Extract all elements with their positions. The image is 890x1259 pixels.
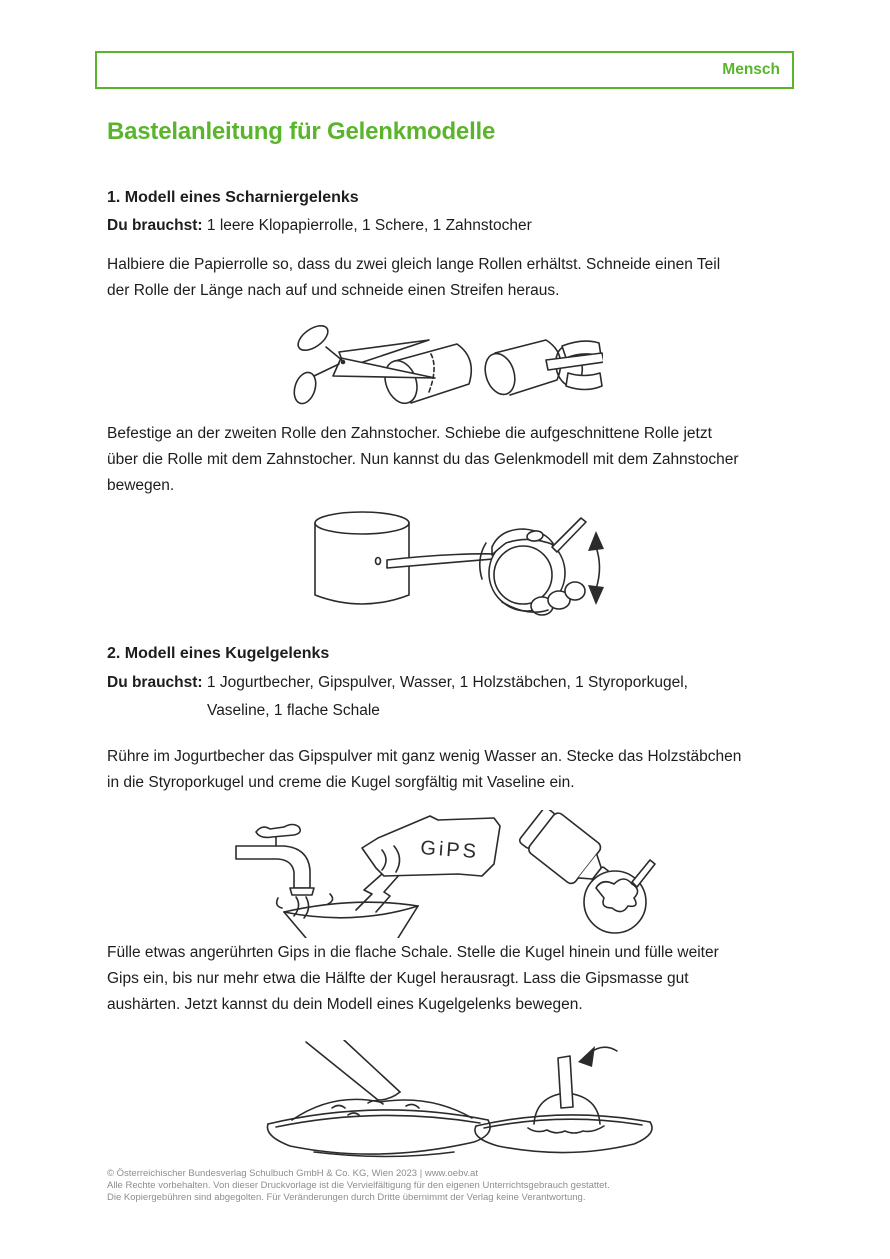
double-arrow-icon: [588, 531, 604, 605]
roll-with-toothpick-icon: [315, 512, 517, 604]
ball-joint-in-bowl-icon: [475, 1056, 652, 1153]
section1-paragraph2: [107, 421, 739, 499]
materials-label: Du brauchst:: [107, 217, 203, 234]
page-title: Bastelanleitung für Gelenkmodelle: [107, 118, 496, 145]
paragraph-line: der Rolle der Länge nach auf und schneide einen Streifen heraus.: [107, 282, 560, 299]
rotation-arrow-icon: [578, 1046, 617, 1067]
footer-line-copyright: © Österreichischer Bundesverlag Schulbuch GmbH & Co. KG, Wien 2023 | www.oebv.at: [107, 1168, 478, 1179]
paragraph-line: Fülle etwas angerührten Gips in die flache Schale. Stelle die Kugel hinein und fülle weiter: [107, 944, 719, 961]
gips-bag-icon: [362, 816, 500, 876]
gips-label: GiPS: [419, 837, 480, 864]
section2-paragraph1: [107, 744, 741, 796]
materials-text: 1 Jogurtbecher, Gipspulver, Wasser, 1 Holzstäbchen, 1 Styroporkugel,: [206, 674, 688, 691]
figure-cutting-rolls: [283, 316, 603, 412]
plaster-stream-icon: [356, 874, 400, 912]
section2-paragraph2: [107, 940, 719, 1018]
hand-holding-model-icon: [480, 518, 586, 615]
paragraph-line: aushärten. Jetzt kannst du dein Modell eines Kugelgelenks bewegen.: [107, 996, 583, 1013]
figure-mixing-plaster: [232, 810, 657, 938]
pouring-container-icon: [306, 1040, 400, 1100]
footer-line-rights: Alle Rechte vorbehalten. Von dieser Druckvorlage ist die Vervielfältigung für den eigenen Unterrichtsgebrauch gestattet.: [107, 1180, 610, 1191]
section1-paragraph1: [107, 252, 720, 304]
section2-heading: 2. Modell eines Kugelgelenks: [107, 645, 330, 662]
paragraph-line: Halbiere die Papierrolle so, dass du zwei gleich lange Rollen erhältst. Schneide einen Teil: [107, 256, 721, 273]
materials-line2: Vaseline, 1 flache Schale: [207, 702, 380, 719]
faucet-icon: [236, 825, 314, 896]
materials-text: 1 leere Klopapierrolle, 1 Schere, 1 Zahnstocher: [206, 217, 532, 234]
footer: [107, 1168, 610, 1204]
paragraph-line: Rühre im Jogurtbecher das Gipspulver mit ganz wenig Wasser an. Stecke das Holzstäbchen: [107, 748, 742, 765]
paragraph-line: bewegen.: [107, 477, 175, 494]
figure-ball-joint-in-bowl: [248, 1040, 658, 1162]
paragraph-line: über die Rolle mit dem Zahnstocher. Nun kannst du das Gelenkmodell mit dem Zahnstocher: [107, 451, 739, 468]
section2-materials: [107, 669, 688, 725]
figure-hinge-joint-model: [290, 503, 610, 623]
flat-bowl-icon: [267, 1110, 490, 1157]
header-box: [95, 51, 794, 89]
cup-icon: [284, 902, 418, 938]
materials-line1: [107, 669, 688, 697]
section1-heading: 1. Modell eines Scharniergelenks: [107, 189, 359, 206]
section1-materials: [107, 213, 532, 239]
paragraph-line: in die Styroporkugel und creme die Kugel sorgfältig mit Vaseline ein.: [107, 774, 575, 791]
paragraph-line: Gips ein, bis nur mehr etwa die Hälfte der Kugel herausragt. Lass die Gipsmasse gut: [107, 970, 689, 987]
footer-line-liability: Die Kopiergebühren sind abgegolten. Für Veränderungen durch Dritte übernimmt der Verlag keine Verantwortung.: [107, 1192, 586, 1203]
paragraph-line: Befestige an der zweiten Rolle den Zahnstocher. Schiebe die aufgeschnittene Rolle jetzt: [107, 425, 712, 442]
subject-tag: Mensch: [722, 61, 780, 78]
materials-label: Du brauchst:: [107, 674, 203, 691]
